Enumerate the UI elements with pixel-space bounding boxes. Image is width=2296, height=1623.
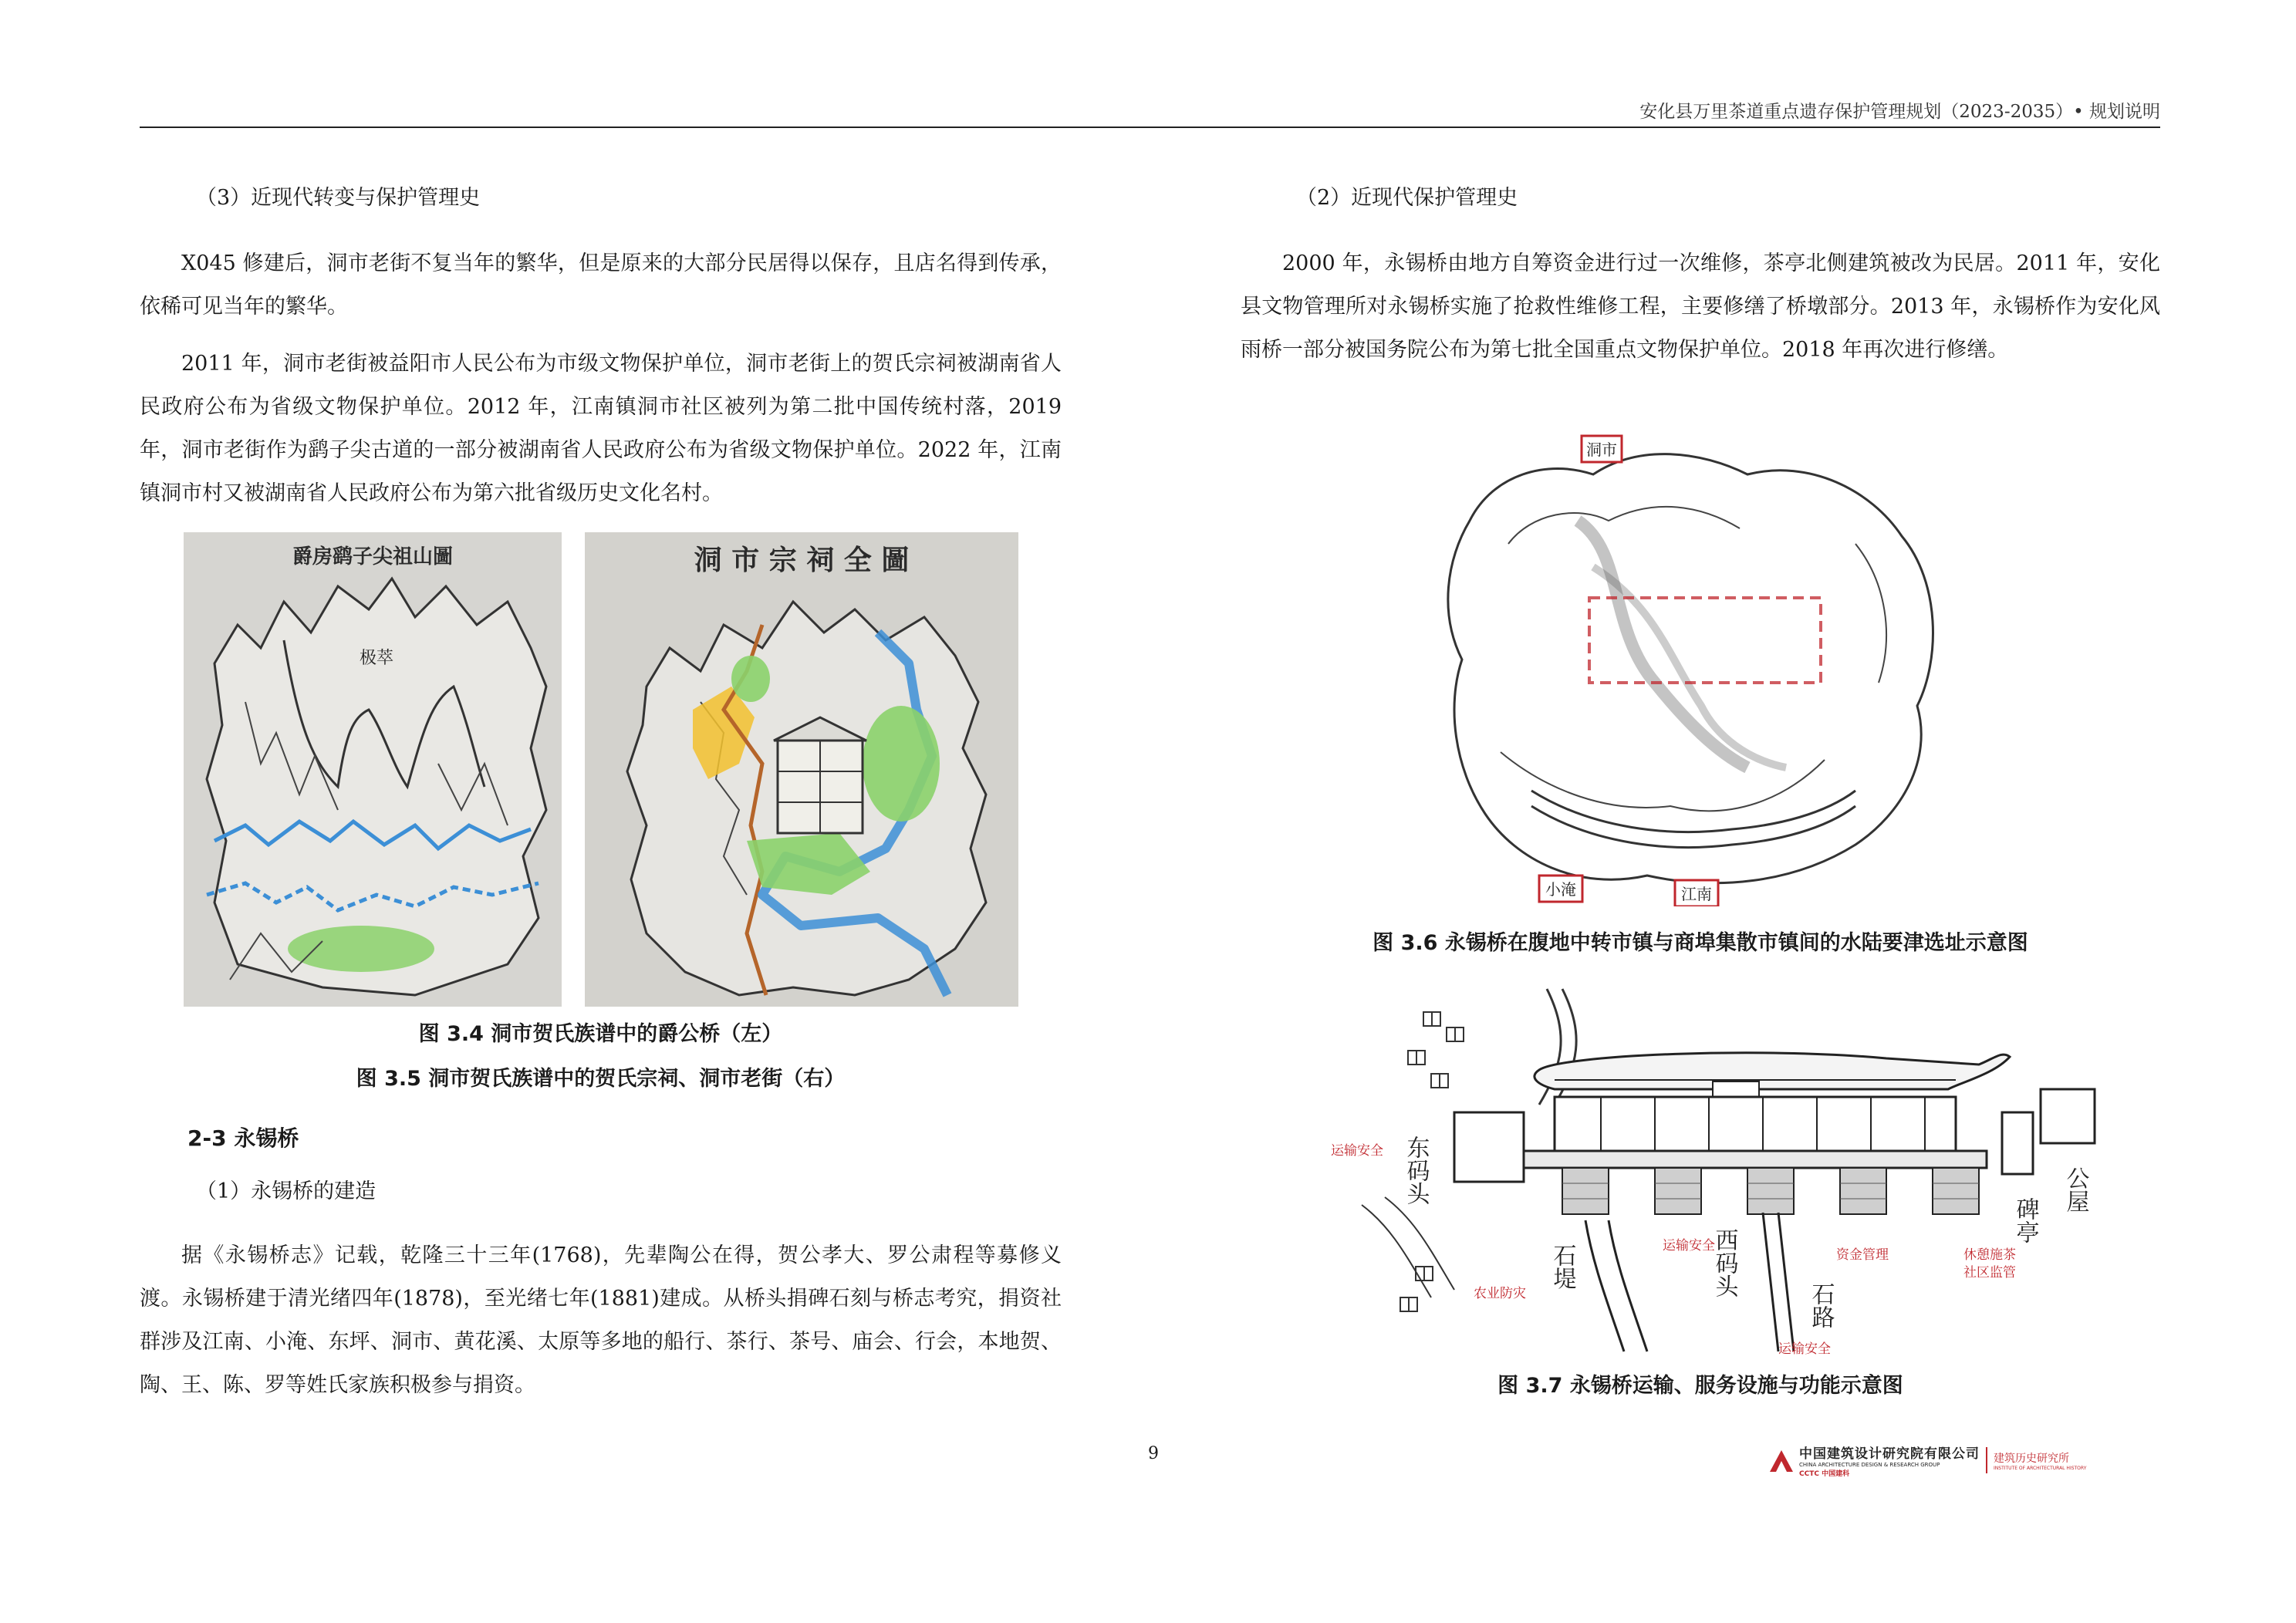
figure-3-6-location-map xyxy=(1423,428,1956,906)
figure-3-6-drawing xyxy=(1423,428,1956,906)
logo-institute: 建筑历史研究所 xyxy=(1994,1452,2069,1465)
bridge-label-community: 社区监管 xyxy=(1963,1265,2016,1281)
figure-3-4-drawing xyxy=(184,532,562,1007)
figure-3-4-title: 爵房鹞子尖祖山圖 xyxy=(292,545,454,569)
figure-3-5-drawing xyxy=(585,532,1018,1007)
bridge-label-fund: 资金管理 xyxy=(1836,1247,1889,1263)
paragraph-bridge-records: 据《永锡桥志》记载，乾隆三十三年(1768)，先辈陶公在得，贺公孝大、罗公肃程等募修义渡。永锡桥建于清光绪四年(1878)，至光绪七年(1881)建成。从桥头捐碑石刻与桥志考究，捐资社群涉及江南、小淹、东坪、洞市、黄花溪、太原等多地的船行、茶行、茶号、庙会、行会，本地贺、陶、王、陈、罗等姓氏家族积极参与捐资。 xyxy=(140,1243,1062,1397)
figure-3-7-drawing xyxy=(1331,973,2104,1359)
bridge-label-east-dock: 东码头 xyxy=(1402,1135,1430,1205)
logo-en: CHINA ARCHITECTURE DESIGN & RESEARCH GROUP xyxy=(1799,1462,1940,1468)
figure-3-4-label: 极萃 xyxy=(360,649,394,668)
bridge-label-west-dock: 西码头 xyxy=(1710,1228,1738,1297)
logo-sub: CCTC 中国建科 xyxy=(1799,1470,1850,1478)
logo-institute-en: INSTITUTE OF ARCHITECTURAL HISTORY xyxy=(1994,1465,2087,1471)
section-heading-yongxi-bridge: 2-3 永锡桥 xyxy=(187,1125,299,1151)
bridge-label-rest: 休憩施茶 xyxy=(1963,1247,2016,1263)
bridge-label-transport-mid: 运输安全 xyxy=(1663,1238,1715,1254)
subheading-modern-history: （3）近现代转变与保护管理史 xyxy=(196,186,481,210)
running-header: 安化县万里茶道重点遗存保护管理规划（2023-2035）• 规划说明 xyxy=(1639,102,2160,122)
bridge-label-transport-bottom: 运输安全 xyxy=(1778,1341,1831,1357)
bridge-label-stone-road: 石路 xyxy=(1807,1282,1835,1328)
bridge-label-stele: 碑亭 xyxy=(2011,1197,2039,1243)
map-label-jiangnan: 江南 xyxy=(1681,885,1712,903)
footer-logo xyxy=(1768,1442,2169,1478)
map-label-dongshi: 洞市 xyxy=(1586,440,1617,459)
caption-figure-3-7: 图 3.7 永锡桥运输、服务设施与功能示意图 xyxy=(1497,1374,1903,1398)
page-number: 9 xyxy=(1148,1444,1159,1463)
logo-cn: 中国建筑设计研究院有限公司 xyxy=(1799,1446,1980,1462)
caption-figure-3-6: 图 3.6 永锡桥在腹地中转市镇与商埠集散市镇间的水陆要津选址示意图 xyxy=(1373,931,2028,955)
bridge-label-public-house: 公屋 xyxy=(2061,1166,2089,1213)
cadg-logo-icon xyxy=(1768,1447,1795,1473)
subheading-bridge-construction: （1）永锡桥的建造 xyxy=(196,1179,376,1203)
logo-divider xyxy=(1986,1447,1987,1473)
figure-3-4-genealogy-map xyxy=(184,532,562,1007)
bridge-label-stone-dike: 石堤 xyxy=(1548,1243,1576,1290)
caption-figure-3-4: 图 3.4 洞市贺氏族谱中的爵公桥（左） xyxy=(418,1022,783,1046)
subheading-modern-protection: （2）近现代保护管理史 xyxy=(1296,186,1518,210)
paragraph-2011-protection: 2011 年，洞市老街被益阳市人民公布为市级文物保护单位，洞市老街上的贺氏宗祠被湖南省人民政府公布为省级文物保护单位。2012 年，江南镇洞市社区被列为第二批中国传统村落，2019 年，洞市老街作为鹞子尖古道的一部分被湖南省人民政府公布为省级文物保护单位。2022 年，江南镇洞市村又被湖南省人民政府公布为第六批省级历史文化名村。 xyxy=(140,352,1062,505)
figure-3-5-clan-hall-map xyxy=(585,532,1018,1007)
figure-3-5-title: 洞 市 宗 祠 全 圖 xyxy=(694,544,910,576)
figure-3-7-bridge-functions xyxy=(1331,973,2104,1359)
paragraph-x045: X045 修建后，洞市老街不复当年的繁华，但是原来的大部分民居得以保存，且店名得到传承，依稀可见当年的繁华。 xyxy=(140,251,1062,319)
paragraph-2000-repair: 2000 年，永锡桥由地方自筹资金进行过一次维修，茶亭北侧建筑被改为民居。2011 年，安化县文物管理所对永锡桥实施了抢救性维修工程，主要修缮了桥墩部分。2013 年，永锡桥作为安化风雨桥一部分被国务院公布为第七批全国重点文物保护单位。2018 年再次进行修缮。 xyxy=(1241,251,2160,362)
map-label-xiaoyan: 小淹 xyxy=(1545,880,1576,899)
caption-figure-3-5: 图 3.5 洞市贺氏族谱中的贺氏宗祠、洞市老街（右） xyxy=(356,1067,846,1091)
bridge-label-transport-left: 运输安全 xyxy=(1331,1143,1383,1159)
bridge-label-agri: 农业防灾 xyxy=(1474,1286,1526,1301)
header-rule xyxy=(140,127,2160,128)
